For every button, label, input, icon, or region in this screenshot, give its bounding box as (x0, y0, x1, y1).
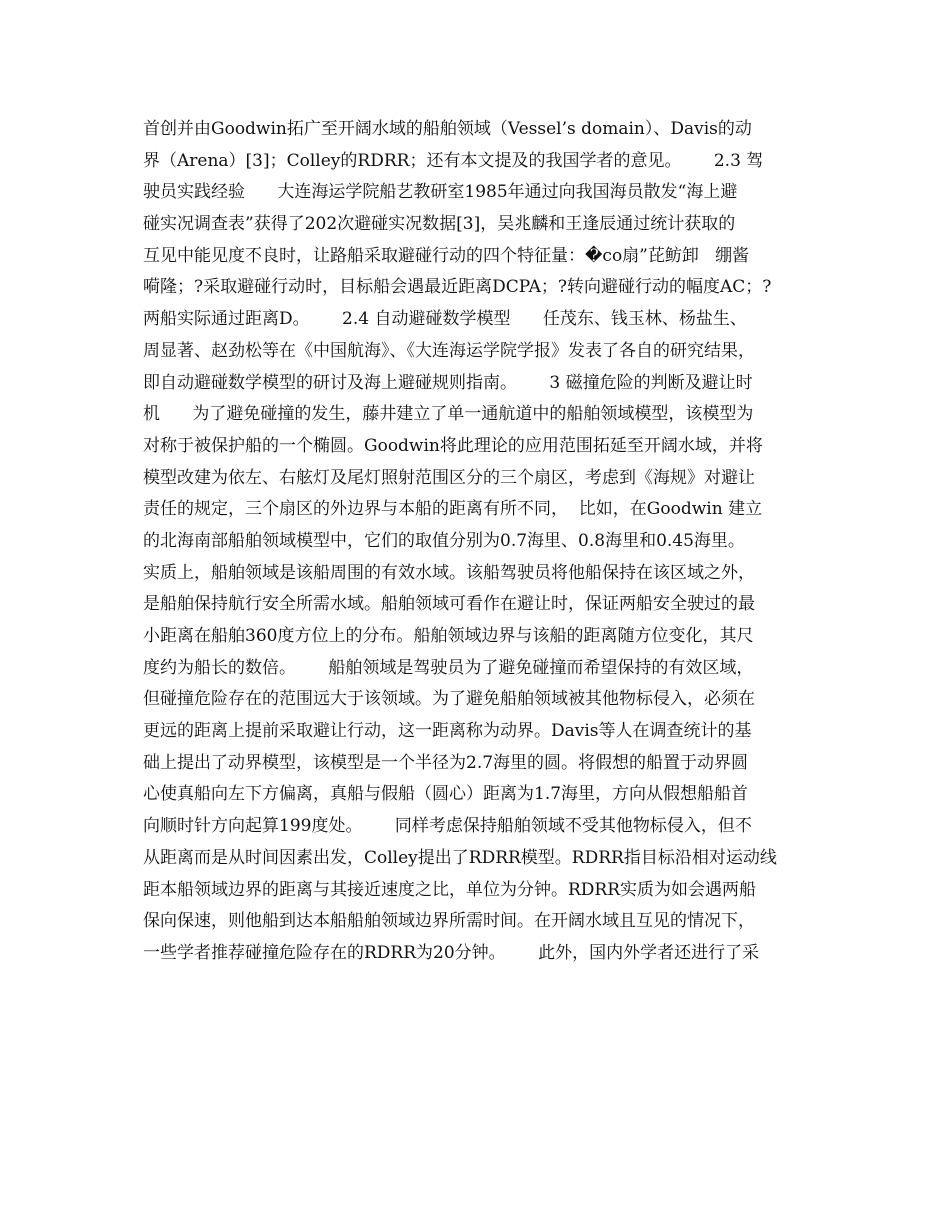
text-line: 对称于被保护船的一个椭圆。Goodwin将此理论的应用范围拓延至开阔水域，并将 (143, 435, 763, 456)
text-line: 础上提出了动界模型，该模型是一个半径为2.7海里的圆。将假想的船置于动界圆 (143, 752, 749, 773)
body-text (143, 114, 818, 970)
text-line: 距本船领域边界的距离与其接近速度之比，单位为分钟。RDRR实质为如会遇两船 (143, 879, 757, 900)
text-line: 更远的距离上提前采取避让行动，这一距离称为动界。Davis等人在调查统计的基 (143, 721, 752, 742)
text-line: 小距离在船舶360度方位上的分布。船舶领域边界与该船的距离随方位变化，其尺 (143, 626, 754, 646)
text-line: 向顺时针方向起算199度处。 同样考虑保持船舶领域不受其他物标侵入，但不 (143, 816, 752, 837)
text-line: 碰实况调查表”获得了202次避碰实况数据[3]，吴兆麟和王逢辰通过统计获取的 (143, 214, 736, 235)
text-line: 但碰撞危险存在的范围远大于该领域。为了避免船舶领域被其他物标侵入，必须在 (143, 689, 755, 710)
text-line: 责任的规定，三个扇区的外边界与本船的距离有所不同， 比如，在Goodwin 建立 (143, 499, 763, 520)
text-line: 驶员实践经验 大连海运学院船艺教研室1985年通过向我国海员散发“海上避 (143, 182, 738, 203)
text-line: 保向保速，则他船到达本船船舶领域边界所需时间。在开阔水域且互见的情况下， (143, 911, 755, 932)
text-line: 周显著、赵劲松等在《中国航海》、《大连海运学院学报》发表了各自的研究结果， (143, 340, 755, 361)
text-line: 度约为船长的数倍。 船舶领域是驾驶员为了避免碰撞而希望保持的有效区域， (143, 657, 754, 678)
text-line: 从距离而是从时间因素出发，Colley提出了RDRR模型。RDRR指目标沿相对运动线 (143, 847, 777, 868)
text-line: 即自动避碰数学模型的研讨及海上避碰规则指南。 3 磁撞危险的判断及避让时 (143, 372, 753, 393)
text-line: 是船舶保持航行安全所需水域。船舶领域可看作在避让时，保证两船安全驶过的最 (143, 594, 755, 615)
text-line: 模型改建为依左、右舷灯及尾灯照射范围区分的三个扇区，考虑到《海规》对避让 (143, 467, 755, 488)
text-line: 两船实际通过距离D。 2.4 自动避碰数学模型 任茂东、钱玉林、杨盐生、 (143, 309, 747, 330)
text-line: 一些学者推荐碰撞危险存在的RDRR为20分钟。 此外，国内外学者还进行了采 (143, 942, 760, 963)
text-line: 嗬隆；?采取避碰行动时，目标船会遇最近距离DCPA；?转向避碰行动的幅度AC；? (143, 277, 772, 298)
text-line: 心使真船向左下方偏离，真船与假船（圆心）距离为1.7海里，方向从假想船船首 (143, 784, 749, 805)
text-line: 互见中能见度不良时，让路船采取避碰行动的四个特征量：�co扇”芘鲂卸 绷酱 (143, 245, 750, 266)
text-line: 的北海南部船舶领域模型中，它们的取值分别为0.7海里、0.8海里和0.45海里。 (143, 530, 745, 551)
text-line: 实质上，船舶领域是该船周围的有效水域。该船驾驶员将他船保持在该区域之外， (143, 562, 755, 583)
text-line: 界（Arena）[3]；Colley的RDRR；还有本文提及的我国学者的意见。 2.3 驾 (143, 150, 764, 171)
text-line: 首创并由Goodwin拓广至开阔水域的船舶领域（Vessel’s domain）、Davis的动 (143, 119, 752, 139)
text-line: 机 为了避免碰撞的发生，藤井建立了单一通航道中的船舶领域模型，该模型为 (143, 404, 754, 425)
